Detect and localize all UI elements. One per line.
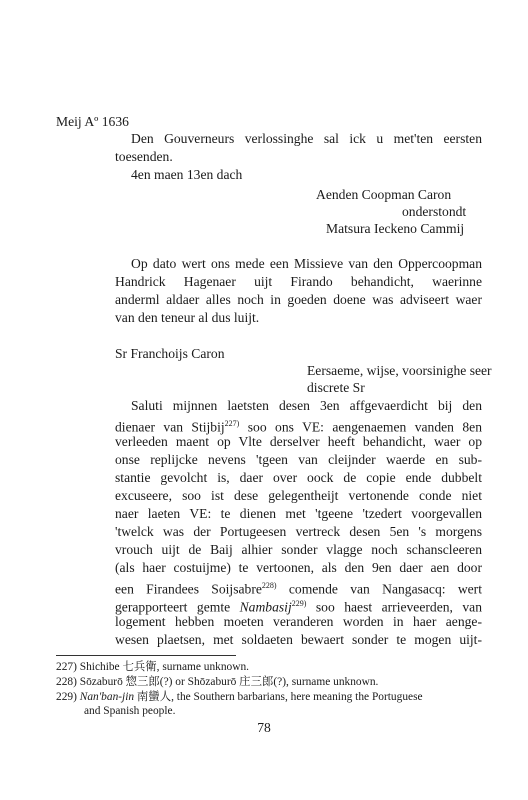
letter2-line-1: Saluti mijnnen laetsten desen 3en affgevaerdicht bij den (131, 398, 482, 413)
footnote-229-num: 229) (56, 691, 77, 703)
letter2-line-7: naer laeten VE: te dienen met 'tgeene 'tzedert voorgevallen (115, 506, 482, 521)
letter2-line-6: excuseere, soo ist dese gelegentheijt vertonende conde niet (115, 488, 482, 503)
letter2-line-13: logement hebben moeten veranderen worden in haer aenge- (115, 614, 482, 629)
letter2-term-nambasij: Nambasij (239, 599, 292, 615)
footnote-227-num: 227) (56, 661, 77, 673)
footnote-ref-227: 227) (224, 419, 240, 428)
footnote-229-cont: and Spanish people. (84, 705, 176, 717)
date-header: Meij Aº 1636 (56, 114, 129, 129)
footnote-ref-229: 229) (291, 599, 307, 608)
letter2-line-11b: comende van Nangasacq: wert (288, 581, 482, 597)
letter2-line-12a: gerapporteert gemte (115, 599, 231, 615)
footnote-229-term: Nan'ban-jin (79, 691, 135, 703)
footnote-228 (56, 675, 378, 689)
page-number: 78 (257, 720, 271, 735)
letter2-salutation-2: discrete Sr (307, 380, 365, 395)
footnote-227 (56, 660, 249, 674)
letter2-line-4: onse replijcke nevens 'tgeen van cleijnder waerde en sub- (115, 452, 482, 467)
letter2-line-10: (als haer costuijme) te vertoonen, als den 9en daer aen door (115, 560, 482, 575)
letter2-salutation-1: Eersaeme, wijse, voorsinighe seer (307, 363, 492, 378)
footnote-229-text: 南蠻人, the Southern barbarians, here meaning the Portuguese (134, 691, 423, 703)
letter2-line-2b: soo ons VE: aengenaemen vanden 8en (247, 419, 482, 435)
footnote-divider (56, 655, 236, 656)
letter1-address-3: Matsura Ieckeno Cammij (326, 221, 465, 236)
footnote-228-num: 228) (56, 676, 77, 688)
letter1-date-line: 4en maen 13en dach (131, 167, 243, 182)
letter1-line-2: toesenden. (115, 149, 173, 164)
footnote-229 (56, 690, 423, 704)
letter2-line-3: verleeden maent op Vlte derselver heeft behandicht, waer op (115, 434, 482, 449)
footnote-227-text: Shichibe 七兵衛, surname unknown. (79, 661, 250, 673)
intro-line-1: Op dato wert ons mede een Missieve van den Oppercoopman (131, 256, 482, 271)
intro-line-3: anderml aldaer alles noch in goeden doene was adviseert waer (115, 292, 482, 307)
letter2-addressee: Sr Franchoijs Caron (115, 346, 225, 361)
letter2-line-9: vrouch uijt de Baij alhier sonder vlagge noch schanscleeren (115, 542, 482, 557)
letter2-line-5: stantie gevolcht is, daer over oock de copie ende dubbelt (115, 470, 482, 485)
letter1-line-1: Den Gouverneurs verlossinghe sal ick u met'ten eersten (131, 131, 482, 146)
letter2-line-2a: dienaer van Stijbij (115, 419, 225, 435)
intro-line-4: van den teneur al dus luijt. (115, 310, 260, 325)
footnote-ref-228: 228) (261, 581, 277, 590)
letter2-line-12b: soo haest arrieveerden, van (315, 599, 483, 615)
intro-line-2: Handrick Hagenaer uijt Firando behandicht, waerinne (115, 274, 482, 289)
letter2-line-8: 'twelck was der Portugeesen vertreck desen 5en 's morgens (115, 524, 482, 539)
letter2-line-11a: een Firandees Soijsabre (115, 581, 262, 597)
letter1-address-2: onderstondt (402, 204, 467, 219)
letter2-line-14: wesen plaetsen, met soldaeten bewaert sonder te mogen uijt- (115, 632, 482, 647)
footnote-228-text: Sōzaburō 惣三郎(?) or Shōzaburō 庄三郎(?), surname unknown. (79, 676, 379, 688)
letter1-address-1: Aenden Coopman Caron (316, 187, 452, 202)
